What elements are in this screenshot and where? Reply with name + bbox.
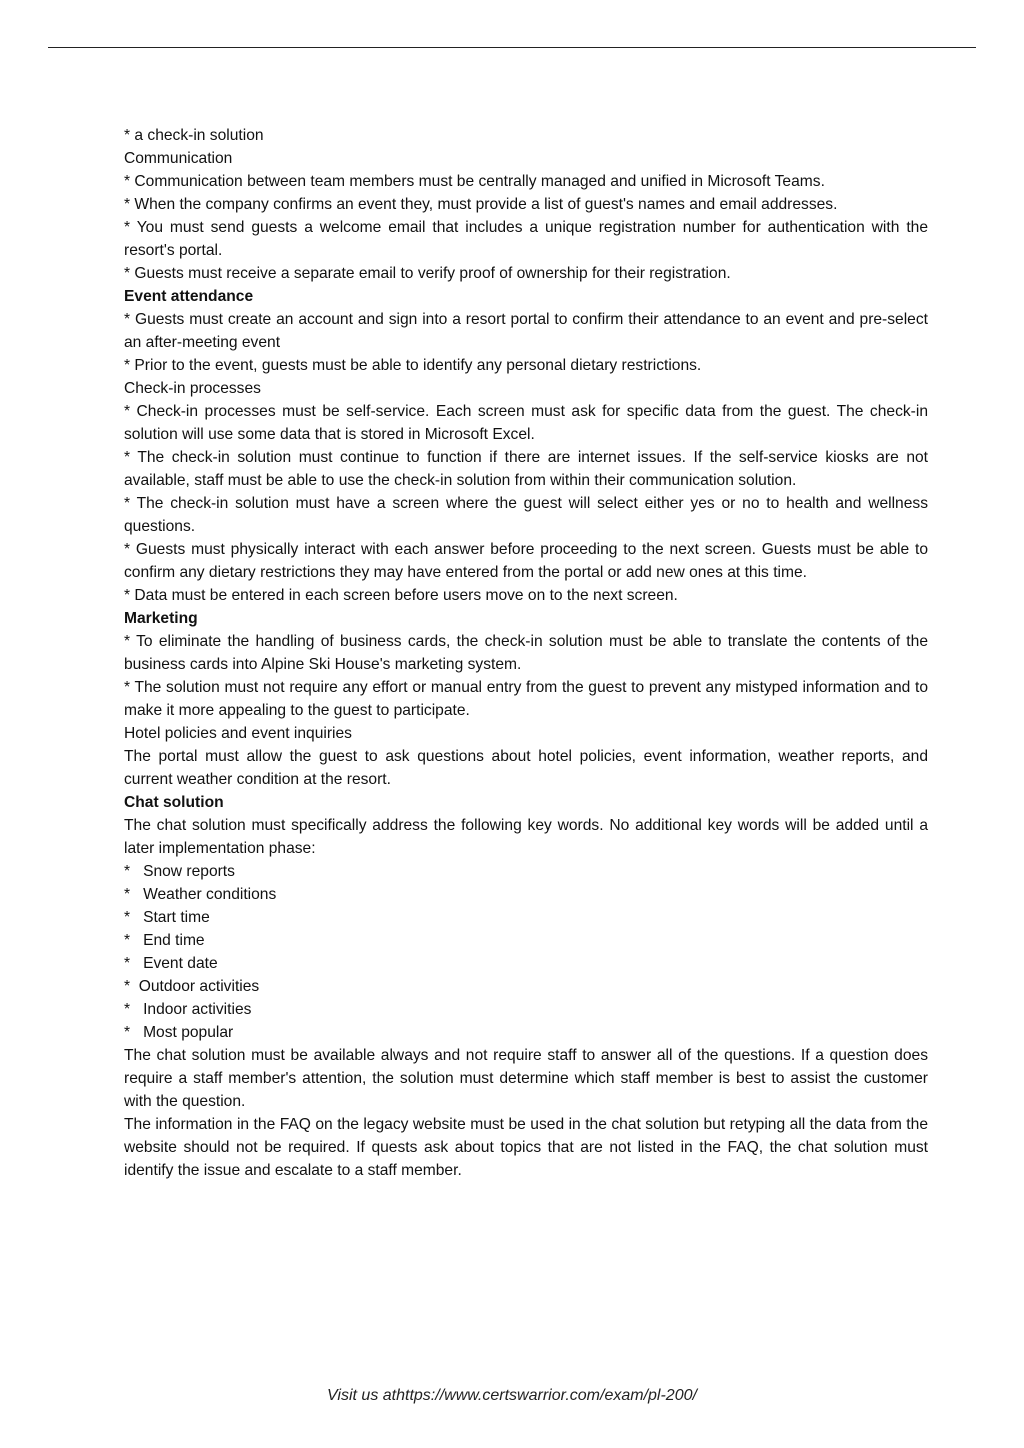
paragraph: * To eliminate the handling of business cards, the check-in solution must be able to translate the contents of the business cards into Alpine Ski House's marketing system. (124, 633, 928, 673)
paragraph: * Communication between team members must be centrally managed and unified in Microsoft Teams. (124, 173, 825, 190)
paragraph: The chat solution must be available always and not require staff to answer all of the questions. If a question does require a staff member's attention, the solution must determine which staff member is best to assist the customer with the question. (124, 1047, 928, 1110)
paragraph: Check-in processes (124, 380, 261, 397)
section-heading: Marketing (124, 610, 198, 627)
paragraph: * Prior to the event, guests must be able to identify any personal dietary restrictions. (124, 357, 702, 374)
section-heading: Event attendance (124, 288, 254, 305)
keyword-list-item: * Weather conditions (124, 886, 277, 903)
keyword-list-item: * Event date (124, 955, 218, 972)
paragraph: * The check-in solution must have a screen where the guest will select either yes or no to health and wellness questions. (124, 495, 928, 535)
keyword-list-item: * Outdoor activities (124, 978, 260, 995)
keyword-list-item: * Snow reports (124, 863, 235, 880)
paragraph: * The check-in solution must continue to function if there are internet issues. If the self-service kiosks are not available, staff must be able to use the check-in solution from within their communication solution. (124, 449, 928, 489)
paragraph: * The solution must not require any effort or manual entry from the guest to prevent any mistyped information and to make it more appealing to the guest to participate. (124, 679, 928, 719)
paragraph: The chat solution must specifically address the following key words. No additional key words will be added until a later implementation phase: (124, 817, 928, 857)
paragraph: * You must send guests a welcome email that includes a unique registration number for authentication with the resort's portal. (124, 219, 928, 259)
paragraph: * Check-in processes must be self-service. Each screen must ask for specific data from the guest. The check-in solution will use some data that is stored in Microsoft Excel. (124, 403, 928, 443)
paragraph: * a check-in solution (124, 127, 264, 144)
keyword-list-item: * Start time (124, 909, 210, 926)
header-rule (48, 47, 976, 48)
paragraph: The information in the FAQ on the legacy website must be used in the chat solution but retyping all the data from the website should not be required. If quests ask about topics that are not listed in the FAQ, the chat solution must identify the issue and escalate to a staff member. (124, 1116, 928, 1179)
keyword-list-item: * Most popular (124, 1024, 234, 1041)
paragraph: * When the company confirms an event they, must provide a list of guest's names and email addresses. (124, 196, 838, 213)
keyword-list-item: * Indoor activities (124, 1001, 252, 1018)
paragraph: The portal must allow the guest to ask questions about hotel policies, event information, weather reports, and current weather condition at the resort. (124, 748, 928, 788)
paragraph: Hotel policies and event inquiries (124, 725, 352, 742)
section-heading: Chat solution (124, 794, 224, 811)
paragraph: * Guests must receive a separate email to verify proof of ownership for their registration. (124, 265, 731, 282)
paragraph: * Guests must physically interact with each answer before proceeding to the next screen. Guests must be able to confirm any dietary restrictions they may have entered from the portal or add new ones at this time. (124, 541, 928, 581)
document-body (124, 124, 928, 1182)
footer-link-text[interactable]: Visit us athttps://www.certswarrior.com/exam/pl-200/ (327, 1387, 697, 1404)
paragraph: * Guests must create an account and sign into a resort portal to confirm their attendance to an event and pre-select an after-meeting event (124, 311, 928, 351)
paragraph: Communication (124, 150, 233, 167)
keyword-list-item: * End time (124, 932, 205, 949)
paragraph: * Data must be entered in each screen before users move on to the next screen. (124, 587, 678, 604)
